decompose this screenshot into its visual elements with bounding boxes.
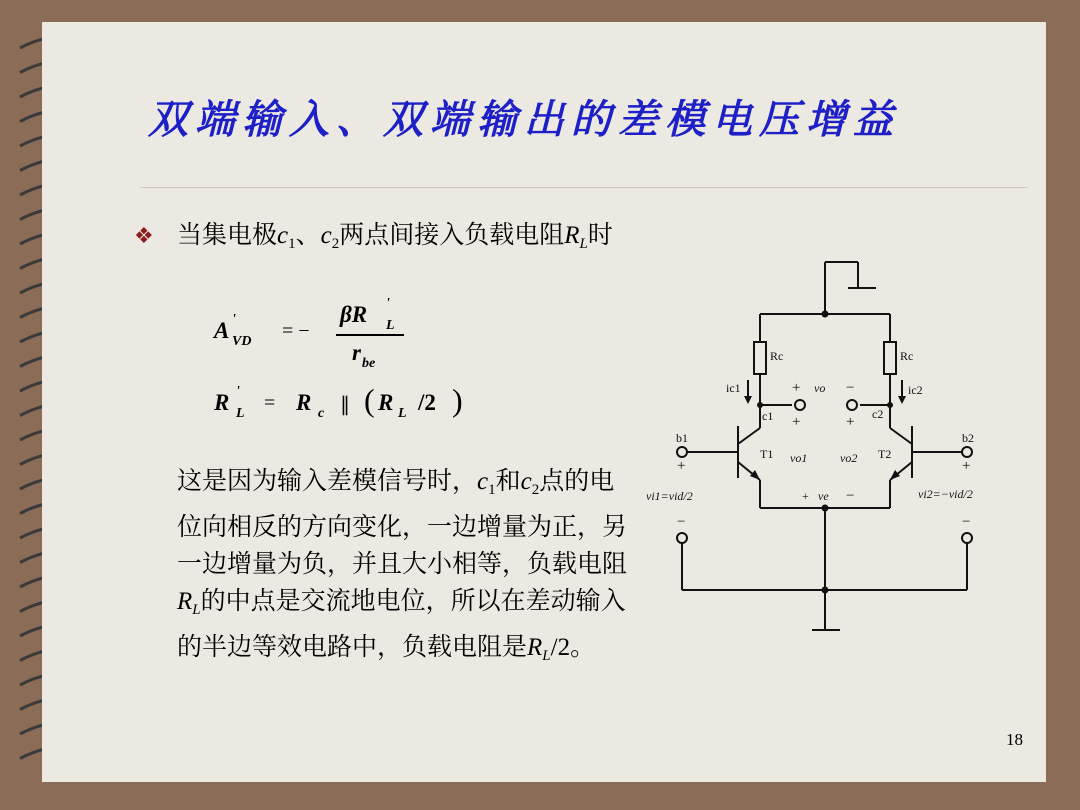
t2-label: T2 [878,447,892,461]
slide-title: 双端输入、双端输出的差模电压增益 [148,96,900,143]
b1-plus: + [677,458,686,474]
differential-amplifier-circuit [640,250,1030,650]
input-minus-left: − [677,514,686,530]
ve-plus: + [802,489,809,503]
c1-plus: + [792,414,801,430]
vo1-label: vo1 [790,451,808,465]
rc-right-label: Rc [900,349,914,363]
ic2-label: ic2 [908,383,923,397]
b2-plus: + [962,458,971,474]
page-number: 18 [1006,730,1023,749]
vi1-label: vi1=vid/2 [646,489,693,503]
fraction-bar [336,334,404,336]
b2-label: b2 [962,431,974,445]
vo-label: vo [814,381,826,395]
ve-minus: − [846,488,855,504]
input-minus-right: − [962,514,971,530]
ic1-label: ic1 [726,381,741,395]
bullet-text: 当集电极$c_1$、$c_2$两点间接入负载电阻$R_L$时 [177,222,613,252]
explanation-paragraph: 这是因为输入差模信号时，$c_1$和$c_2$点的电位向相反的方向变化，一边增量为正，另一边增量为负，并且大小相等，负载电阻$R_L$的中点是交流地电位，所以在差动输入的半边等效电路中，负载电阻是$R_L/2$。 [177,468,628,664]
vo-minus: − [846,380,855,396]
b1-label: b1 [676,431,688,445]
ve-label: ve [818,489,829,503]
diamond-bullet-icon: ❖ [134,224,154,249]
rc-left-label: Rc [770,349,784,363]
c2-plus: + [846,414,855,430]
c1-label: c1 [762,409,774,423]
vo-plus: + [792,380,801,396]
title-divider [140,187,1028,188]
c2-label: c2 [872,407,884,421]
vo2-label: vo2 [840,451,858,465]
vi2-label: vi2=−vid/2 [918,487,973,501]
t1-label: T1 [760,447,774,461]
